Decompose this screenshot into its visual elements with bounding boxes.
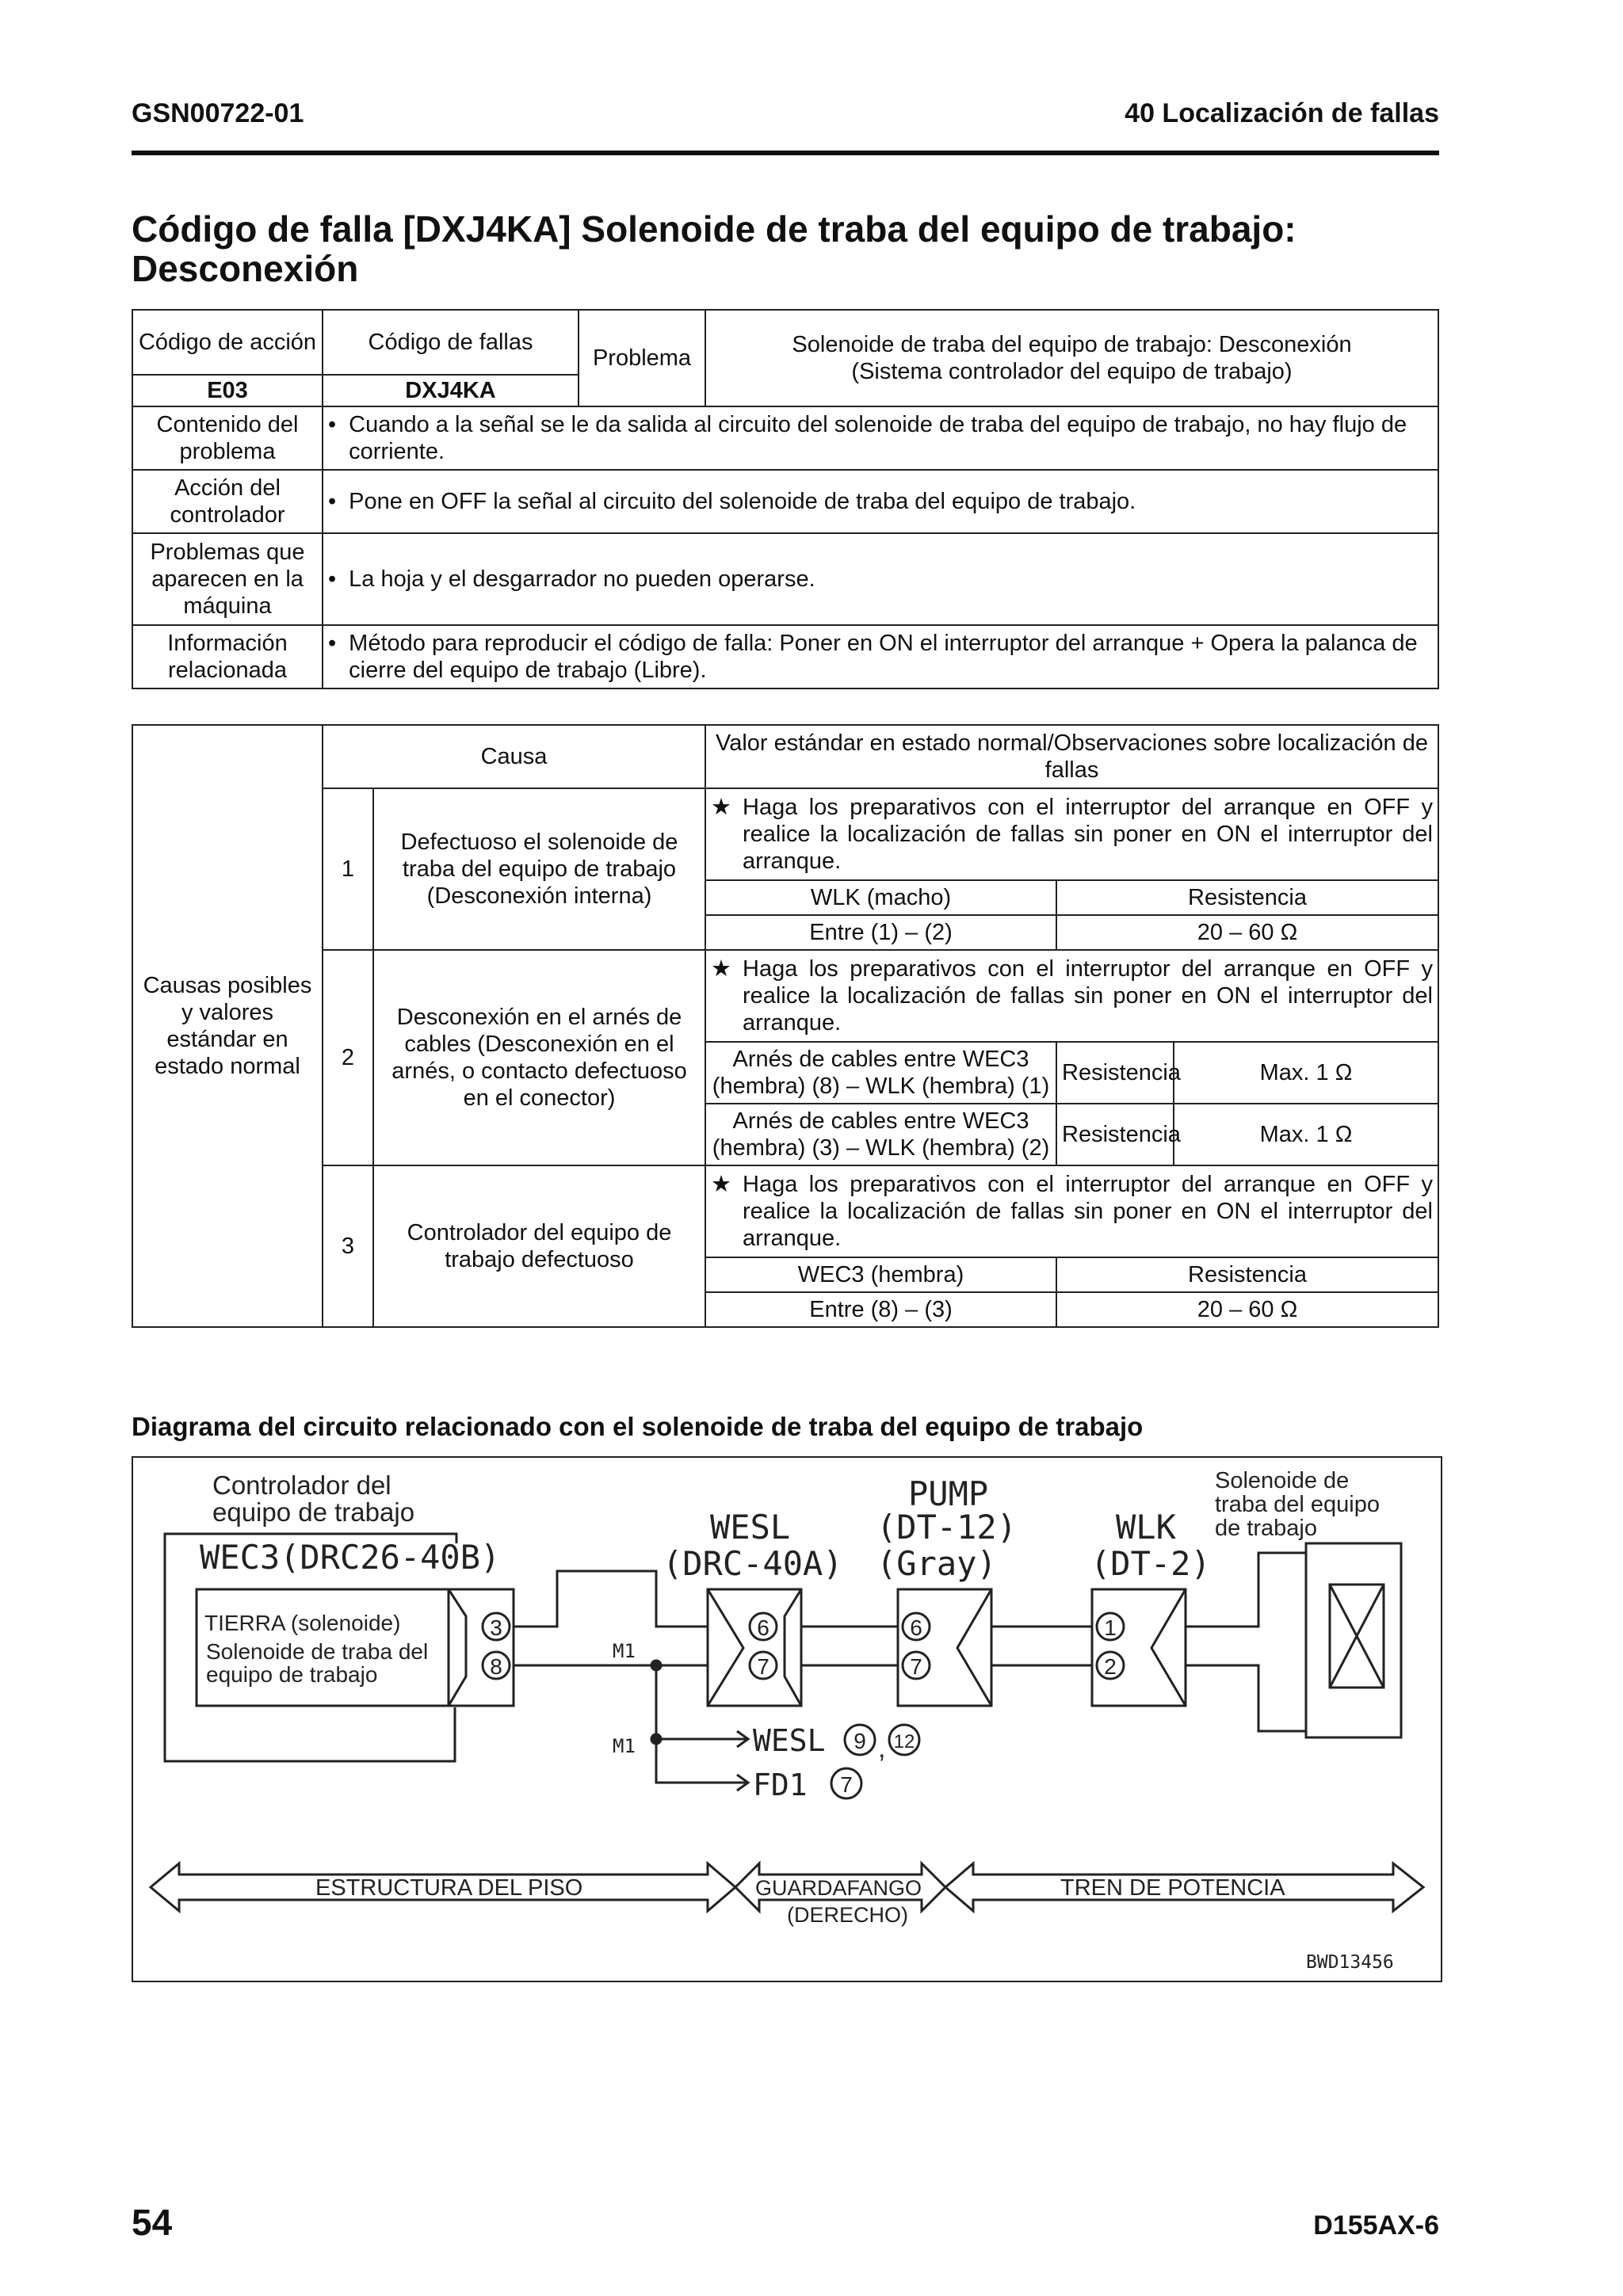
- zone-label: (DERECHO): [787, 1903, 908, 1927]
- meas-header: Resistencia: [1056, 880, 1438, 915]
- meas-header: WLK (macho): [705, 880, 1056, 915]
- pump-connector-shape: [957, 1589, 991, 1706]
- harness-check: Arnés de cables entre WEC3 (hembra) (8) – WLK (hembra) (1): [705, 1042, 1056, 1104]
- to-wesl-label: WESL: [753, 1723, 826, 1758]
- to-fd1-label: FD1: [753, 1768, 808, 1802]
- bullet: •: [328, 631, 337, 656]
- cause-number: 1: [323, 788, 373, 950]
- wlk-connector: [1092, 1589, 1186, 1706]
- solenoid-title: traba del equipo: [1215, 1492, 1380, 1517]
- star-icon: ★: [711, 956, 732, 982]
- splice-dot: [651, 1734, 661, 1744]
- gnd-label: TIERRA (solenoide): [204, 1611, 401, 1635]
- prep-note: Haga los preparativos con el interruptor del arranque en OFF y realice la localización de fallas sin poner en ON el interruptor del arranque.: [743, 795, 1433, 874]
- solenoid-label: equipo de trabajo: [206, 1662, 378, 1687]
- row-text: Cuando a la señal se le da salida al circuito del solenoide de traba del equipo de trabajo, no hay flujo de corriente.: [349, 412, 1407, 464]
- row-text: La hoja y el desgarrador no pueden operarse.: [349, 566, 815, 592]
- page-number: 54: [132, 2202, 173, 2243]
- header-rule: [132, 151, 1439, 155]
- row-text: Método para reproducir el código de falla: Poner en ON el interruptor del arranque + Opera la palanca de cierre del equipo de trabajo (Libre).: [349, 631, 1418, 683]
- wire: [1186, 1665, 1306, 1731]
- pump-color: (Gray): [876, 1544, 997, 1583]
- meas-header: Resistencia: [1056, 1257, 1438, 1292]
- wire: [991, 1627, 1092, 1665]
- splice-label: M1: [613, 1735, 636, 1757]
- meas-value: 20 – 60 Ω: [1056, 1292, 1438, 1327]
- pin-label: 7: [910, 1654, 922, 1679]
- pin-label: 6: [757, 1615, 769, 1640]
- pin-label: 12: [893, 1731, 915, 1753]
- pin-label: 2: [1104, 1654, 1117, 1679]
- solenoid-title: Solenoide de: [1215, 1468, 1350, 1493]
- wire: [656, 1739, 720, 1783]
- zone-label: GUARDAFANGO: [755, 1876, 922, 1900]
- fault-code-header: Código de fallas: [323, 310, 579, 375]
- cause-text: Desconexión en el arnés de cables (Desconexión en el arnés, o contacto defectuoso en el conector): [373, 950, 705, 1165]
- solenoid-label: Solenoide de traba del: [206, 1639, 429, 1664]
- prep-note: Haga los preparativos con el interruptor del arranque en OFF y realice la localización de fallas sin poner en ON el interruptor del arranque.: [743, 1172, 1433, 1251]
- problem-header: Problema: [579, 310, 705, 406]
- circuit-diagram: [132, 1456, 1442, 1982]
- pin-label: 3: [490, 1615, 502, 1640]
- pump-label: PUMP: [908, 1474, 989, 1513]
- meas-value: 20 – 60 Ω: [1056, 915, 1438, 950]
- controller-label: equipo de trabajo: [212, 1497, 415, 1527]
- star-icon: ★: [711, 795, 732, 820]
- wec3-connector-shape: [449, 1589, 466, 1706]
- meas-value: Entre (1) – (2): [705, 915, 1056, 950]
- bullet: •: [328, 566, 337, 592]
- value-header: Valor estándar en estado normal/Observaciones sobre localización de fallas: [705, 725, 1438, 788]
- wire: [801, 1627, 898, 1665]
- bullet: •: [328, 489, 337, 514]
- row-label: Contenido del problema: [132, 406, 323, 470]
- causes-side-label: Causas posibles y valores estándar en estado normal: [132, 725, 323, 1327]
- comma: ,: [878, 1733, 886, 1764]
- harness-check: Arnés de cables entre WEC3 (hembra) (3) – WLK (hembra) (2): [705, 1104, 1056, 1165]
- meas-type: Resistencia: [1056, 1104, 1174, 1165]
- prep-note: Haga los preparativos con el interruptor del arranque en OFF y realice la localización de fallas sin poner en ON el interruptor del arranque.: [743, 956, 1433, 1035]
- meas-type: Resistencia: [1056, 1042, 1174, 1104]
- model-code: D155AX-6: [1313, 2210, 1439, 2241]
- cause-header: Causa: [323, 725, 705, 788]
- section-title: 40 Localización de fallas: [1125, 98, 1439, 128]
- pin-label: 7: [757, 1654, 769, 1679]
- action-code-header: Código de acción: [132, 310, 323, 375]
- wesl-connector-shape: [708, 1589, 743, 1706]
- cause-text: Defectuoso el solenoide de traba del equipo de trabajo (Desconexión interna): [373, 788, 705, 950]
- action-code: E03: [132, 375, 323, 406]
- cause-text: Controlador del equipo de trabajo defectuoso: [373, 1165, 705, 1327]
- fault-code: DXJ4KA: [323, 375, 579, 406]
- row-text: Pone en OFF la señal al circuito del solenoide de traba del equipo de trabajo.: [349, 489, 1136, 514]
- row-label: Problemas que aparecen en la máquina: [132, 533, 323, 625]
- arrow-icon: [720, 1731, 748, 1747]
- row-label: Acción del controlador: [132, 470, 323, 533]
- meas-header: WEC3 (hembra): [705, 1257, 1056, 1292]
- cause-number: 2: [323, 950, 373, 1165]
- controller-label: Controlador del: [212, 1470, 391, 1500]
- meas-value: Entre (8) – (3): [705, 1292, 1056, 1327]
- pin-label: 9: [854, 1729, 866, 1753]
- meas-limit: Max. 1 Ω: [1174, 1042, 1438, 1104]
- wlk-label: WLK: [1116, 1508, 1176, 1547]
- pin-label: 6: [910, 1615, 922, 1640]
- info-table: [132, 309, 1439, 689]
- wesl-connector: [708, 1589, 801, 1706]
- wlk-type: (DT-2): [1090, 1544, 1211, 1583]
- wlk-connector-shape: [1151, 1589, 1186, 1706]
- pin-label: 7: [840, 1772, 853, 1797]
- wesl-label: WESL: [710, 1508, 791, 1547]
- figure-code: BWD13456: [1306, 1952, 1394, 1973]
- meas-limit: Max. 1 Ω: [1174, 1104, 1438, 1165]
- star-icon: ★: [711, 1172, 732, 1197]
- bullet: •: [328, 412, 337, 437]
- problem-text: Solenoide de traba del equipo de trabajo: Desconexión (Sistema controlador del equipo de trabajo): [705, 310, 1438, 406]
- pin-label: 1: [1104, 1615, 1117, 1640]
- page-title: Código de falla [DXJ4KA] Solenoide de traba del equipo de trabajo: Desconexión: [132, 208, 1296, 289]
- solenoid-title: de trabajo: [1215, 1516, 1317, 1541]
- doc-code: GSN00722-01: [132, 98, 304, 128]
- cause-table: [132, 724, 1439, 1328]
- solenoid-coil-icon: [1330, 1585, 1384, 1688]
- splice-label: M1: [613, 1640, 636, 1662]
- arrow-icon: [720, 1775, 748, 1791]
- row-label: Información relacionada: [132, 625, 323, 688]
- wec3-connector-label: WEC3(DRC26-40B): [200, 1538, 501, 1577]
- pump-type: (DT-12): [876, 1508, 1018, 1547]
- zone-label: TREN DE POTENCIA: [1060, 1875, 1285, 1901]
- zone-label: ESTRUCTURA DEL PISO: [315, 1875, 583, 1901]
- pin-label: 8: [490, 1654, 502, 1679]
- diagram-title: Diagrama del circuito relacionado con el solenoide de traba del equipo de trabajo: [132, 1412, 1144, 1441]
- wesl-type: (DRC-40A): [663, 1544, 843, 1583]
- cause-number: 3: [323, 1165, 373, 1327]
- wesl-connector-shape: [785, 1589, 801, 1706]
- pump-connector: [898, 1589, 991, 1706]
